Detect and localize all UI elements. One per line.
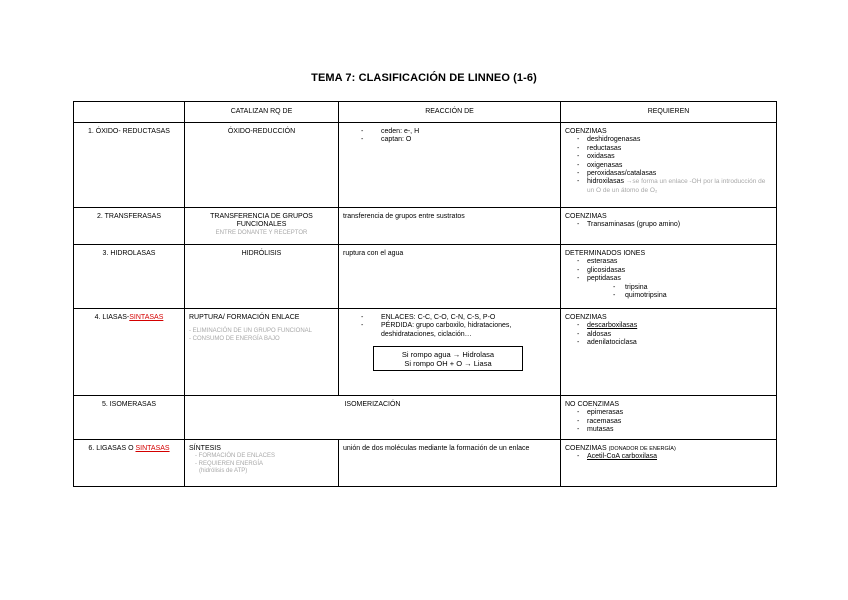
header-reaccion: REACCIÓN DE — [339, 102, 561, 123]
requirement-cell — [561, 208, 777, 245]
list-item: - adenilatociclasa — [565, 339, 772, 347]
list-item — [565, 178, 772, 195]
rule-line: Si rompo OH + O → Liasa — [404, 359, 492, 369]
class-name-part: 4. LIASAS- — [94, 314, 130, 321]
hydroxylase-note: →se forma un enlace -OH por la introducción de un O de un átomo de O₂ — [587, 178, 766, 194]
catalyzed-reaction: HIDRÓLISIS — [185, 245, 339, 309]
table-row — [74, 208, 777, 245]
class-name: 3. HIDROLASAS — [74, 245, 185, 309]
requirement-title — [565, 445, 772, 453]
requirement-cell — [561, 440, 777, 487]
catalyzed-reaction-text: RUPTURA/ FORMACIÓN ENLACE — [189, 314, 300, 321]
list-item: - quimotripsina — [565, 292, 772, 300]
table-row — [74, 245, 777, 309]
table-row — [74, 440, 777, 487]
list-item: - peroxidasas/catalasas — [565, 170, 772, 178]
list-item: - mutasas — [565, 426, 772, 434]
reaction-cell: ruptura con el agua — [339, 245, 561, 309]
catalyzed-reaction — [185, 309, 339, 396]
rule-box — [373, 346, 523, 371]
table-header-row — [74, 102, 777, 123]
requirement-title-text: COENZIMAS — [565, 445, 607, 452]
list-item: - epimerasas — [565, 409, 772, 417]
catalyzed-reaction — [185, 440, 339, 487]
classification-table — [73, 101, 777, 487]
rule-line: Si rompo agua → Hidrolasa — [401, 350, 495, 360]
reaction-cell: unión de dos moléculas mediante la formación de un enlace — [339, 440, 561, 487]
requirement-cell — [561, 245, 777, 309]
catalyzed-reaction-note: ENTRE DONANTE Y RECEPTOR — [215, 229, 308, 236]
list-item-text: hidroxilasas — [587, 178, 624, 186]
list-item: - ENLACES: C-C, C-O, C-N, C-S, P-O — [343, 314, 556, 322]
class-name-part: 6. LIGASAS O — [88, 445, 136, 452]
catalyzed-reaction-text: SÍNTESIS — [189, 445, 221, 452]
page-title: TEMA 7: CLASIFICACIÓN DE LINNEO (1-6) — [311, 72, 537, 84]
list-item: - peptidasas — [565, 275, 772, 283]
list-item: - racemasas — [565, 418, 772, 426]
table-row — [74, 123, 777, 208]
catalyzed-reaction: ÓXIDO-REDUCCIÓN — [185, 123, 339, 208]
list-item: - deshidrogenasas — [565, 136, 772, 144]
class-name — [74, 309, 185, 396]
requirement-title: DETERMINADOS IONES — [565, 250, 646, 257]
catalyzed-reaction-note: - ELIMINACIÓN DE UN GRUPO FUNCIONAL — [189, 328, 313, 335]
class-name: 1. ÓXIDO- REDUCTASAS — [74, 123, 185, 208]
catalyzed-reaction: ISOMERIZACIÓN — [185, 396, 561, 440]
list-item-text: descarboxilasas — [587, 322, 638, 330]
class-name-highlight: SINTASAS — [129, 314, 164, 321]
list-item: - tripsina — [565, 284, 772, 292]
reaction-cell: transferencia de grupos entre sustratos — [339, 208, 561, 245]
class-name: 5. ISOMERASAS — [74, 396, 185, 440]
list-item: - glicosidasas — [565, 267, 772, 275]
requirement-cell — [561, 123, 777, 208]
table-row — [74, 309, 777, 396]
requirement-title-note: (DONADOR DE ENERGÍA) — [608, 446, 676, 452]
list-item — [565, 322, 772, 330]
requirement-title: COENZIMAS — [565, 213, 607, 220]
catalyzed-reaction — [185, 208, 339, 245]
catalyzed-reaction-note: - CONSUMO DE ENERGÍA BAJO — [189, 335, 280, 342]
reaction-cell — [339, 309, 561, 396]
catalyzed-reaction-note: - FORMACIÓN DE ENLACES — [195, 453, 276, 460]
class-name: 2. TRANSFERASAS — [74, 208, 185, 245]
requirement-cell — [561, 396, 777, 440]
catalyzed-reaction-note: - REQUIEREN ENERGÍA — [195, 460, 264, 467]
class-name — [74, 440, 185, 487]
requirement-title: NO COENZIMAS — [565, 401, 620, 408]
header-empty — [74, 102, 185, 123]
class-name-highlight: SINTASAS — [135, 445, 170, 452]
list-item: - ceden: e-, H — [343, 128, 556, 136]
list-item: - aldosas — [565, 331, 772, 339]
requirement-title: COENZIMAS — [565, 314, 607, 321]
list-item: - PÉRDIDA: grupo carboxilo, hidrataciones, deshidrataciones, ciclación… — [343, 322, 556, 339]
catalyzed-reaction-note: (hidrólisis de ATP) — [199, 467, 248, 474]
list-item — [565, 453, 772, 461]
list-item: - Transaminasas (grupo amino) — [565, 221, 772, 229]
table-row — [74, 396, 777, 440]
requirement-cell — [561, 309, 777, 396]
reaction-cell — [339, 123, 561, 208]
list-item: - esterasas — [565, 258, 772, 266]
catalyzed-reaction-text: TRANSFERENCIA DE GRUPOS FUNCIONALES — [210, 213, 313, 229]
list-item: - oxigenasas — [565, 162, 772, 170]
list-item: - captan: O — [343, 136, 556, 144]
header-requieren: REQUIEREN — [561, 102, 777, 123]
header-catalizan: CATALIZAN RQ DE — [185, 102, 339, 123]
list-item: - reductasas — [565, 145, 772, 153]
requirement-title: COENZIMAS — [565, 128, 607, 135]
list-item-text: Acetil-CoA carboxilasa — [587, 453, 658, 461]
list-item: - oxidasas — [565, 153, 772, 161]
